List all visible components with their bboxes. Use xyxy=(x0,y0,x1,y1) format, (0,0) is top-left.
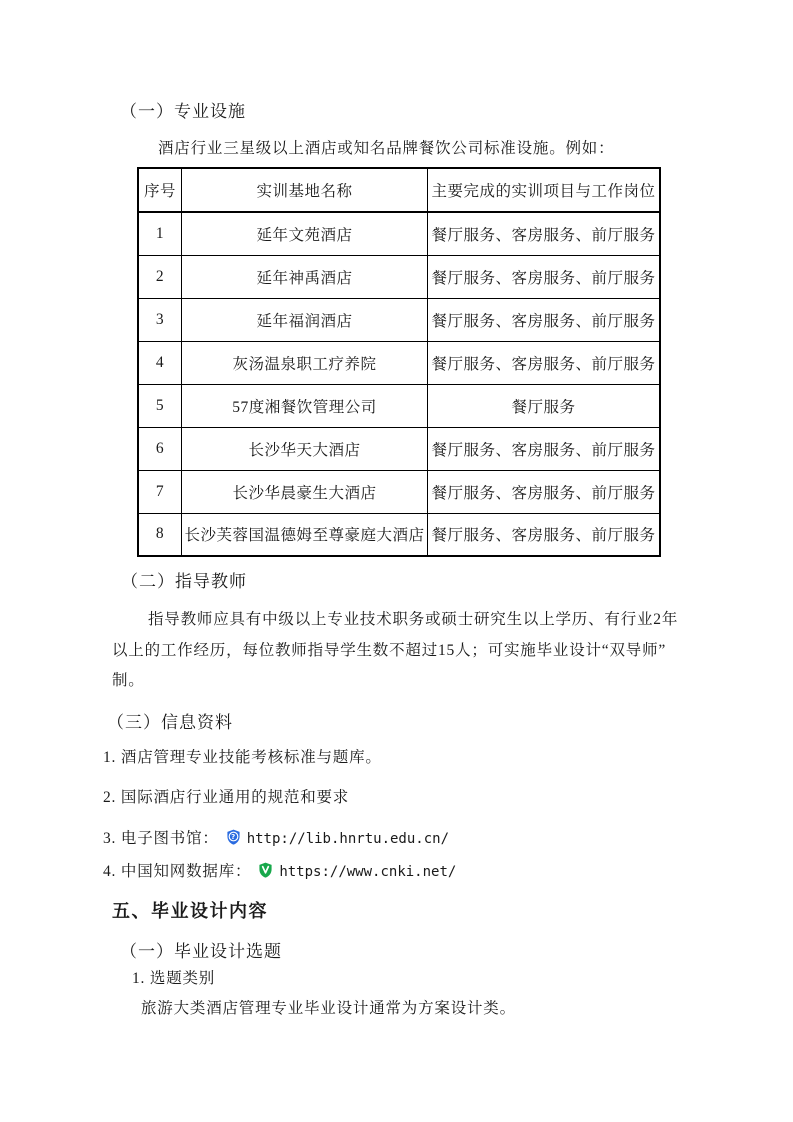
subsection-heading-topic: （一）毕业设计选题 xyxy=(120,942,282,961)
cell-projects: 餐厅服务、客房服务、前厅服务 xyxy=(428,470,661,513)
training-bases-table xyxy=(137,167,661,557)
cell-projects: 餐厅服务、客房服务、前厅服务 xyxy=(428,298,661,341)
cell-projects: 餐厅服务、客房服务、前厅服务 xyxy=(428,341,661,384)
cell-base-name: 延年神禹酒店 xyxy=(182,255,428,298)
teacher-paragraph-line: 以上的工作经历，每位教师指导学生数不超过15人；可实施毕业设计“双导师” xyxy=(112,642,667,659)
cell-projects: 餐厅服务、客房服务、前厅服务 xyxy=(428,255,661,298)
cell-index: 8 xyxy=(138,513,182,556)
facilities-intro-text: 酒店行业三星级以上酒店或知名品牌餐饮公司标准设施。例如： xyxy=(158,140,615,157)
cell-base-name: 延年文苑酒店 xyxy=(182,212,428,255)
teacher-paragraph-line: 指导教师应具有中级以上专业技术职务或硕士研究生以上学历、有行业2年 xyxy=(148,611,679,628)
table-row xyxy=(138,341,660,384)
cell-index: 7 xyxy=(138,470,182,513)
cell-projects: 餐厅服务、客房服务、前厅服务 xyxy=(428,427,661,470)
section-heading-part5: 五、毕业设计内容 xyxy=(112,901,268,921)
cell-index: 1 xyxy=(138,212,182,255)
table-body xyxy=(138,212,660,556)
table-header-row xyxy=(138,168,660,212)
col-header-projects: 主要完成的实训项目与工作岗位 xyxy=(428,168,661,212)
library-url-link[interactable]: http://lib.hnrtu.edu.cn/ xyxy=(246,831,449,847)
cell-index: 3 xyxy=(138,298,182,341)
info-item-library-label: 3. 电子图书馆： xyxy=(103,830,219,847)
cell-projects: 餐厅服务 xyxy=(428,384,661,427)
green-shield-check-icon xyxy=(257,861,274,884)
table-row xyxy=(138,298,660,341)
section-heading-facilities: （一）专业设施 xyxy=(120,102,246,121)
cell-base-name: 57度湘餐饮管理公司 xyxy=(182,384,428,427)
teacher-paragraph-line: 制。 xyxy=(112,672,145,689)
col-header-index: 序号 xyxy=(138,168,182,212)
blue-shield-question-icon xyxy=(225,828,242,851)
cell-index: 2 xyxy=(138,255,182,298)
table-row xyxy=(138,384,660,427)
info-item-standards: 1. 酒店管理专业技能考核标准与题库。 xyxy=(103,749,382,766)
info-item-cnki xyxy=(103,861,456,884)
topic-category-item: 1. 选题类别 xyxy=(132,970,216,987)
cell-index: 6 xyxy=(138,427,182,470)
info-item-cnki-label: 4. 中国知网数据库： xyxy=(103,863,252,880)
cell-index: 4 xyxy=(138,341,182,384)
cell-base-name: 延年福润酒店 xyxy=(182,298,428,341)
cell-projects: 餐厅服务、客房服务、前厅服务 xyxy=(428,212,661,255)
table-row xyxy=(138,427,660,470)
col-header-base-name: 实训基地名称 xyxy=(182,168,428,212)
svg-text:?: ? xyxy=(230,831,236,841)
table-row xyxy=(138,513,660,556)
cell-base-name: 长沙华天大酒店 xyxy=(182,427,428,470)
table-row xyxy=(138,470,660,513)
cell-index: 5 xyxy=(138,384,182,427)
cnki-url-link[interactable]: https://www.cnki.net/ xyxy=(279,864,457,880)
info-item-library xyxy=(103,828,449,851)
table-row xyxy=(138,255,660,298)
cell-projects: 餐厅服务、客房服务、前厅服务 xyxy=(428,513,661,556)
table-row xyxy=(138,212,660,255)
cell-base-name: 灰汤温泉职工疗养院 xyxy=(182,341,428,384)
section-heading-teachers: （二）指导教师 xyxy=(121,572,247,591)
cell-base-name: 长沙华晨豪生大酒店 xyxy=(182,470,428,513)
section-heading-info: （三）信息资料 xyxy=(107,713,233,732)
info-item-norms: 2. 国际酒店行业通用的规范和要求 xyxy=(103,789,350,806)
cell-base-name: 长沙芙蓉国温德姆至尊豪庭大酒店 xyxy=(182,513,428,556)
topic-category-text: 旅游大类酒店管理专业毕业设计通常为方案设计类。 xyxy=(141,1000,516,1017)
